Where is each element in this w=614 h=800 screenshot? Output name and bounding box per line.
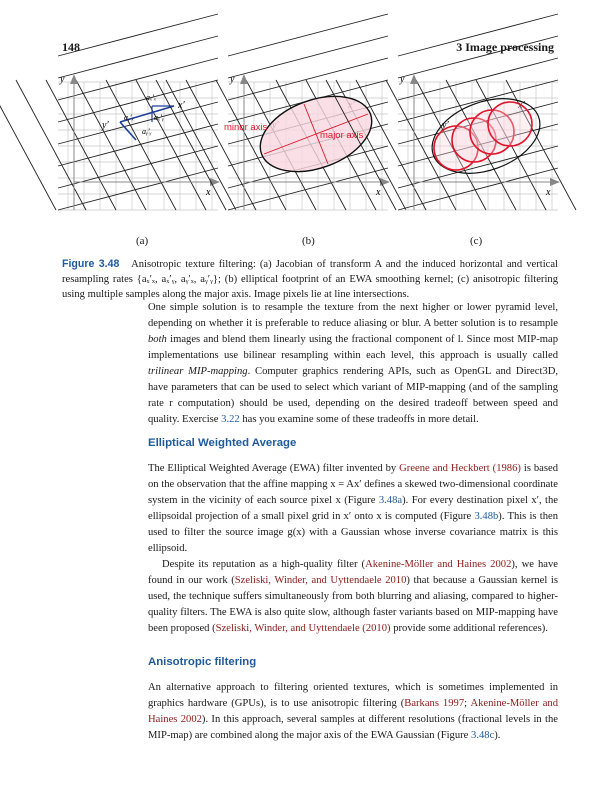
x-axis-arrow <box>210 178 220 186</box>
caption-label: Figure 3.48 <box>62 258 120 270</box>
annotation-axpy: aₓ′ᵧ <box>154 113 164 122</box>
page-number: 148 <box>62 40 80 54</box>
skewed-grid-line <box>398 168 558 210</box>
figure-panel-c <box>394 70 564 220</box>
skewed-grid-line <box>106 80 176 210</box>
x-axis-label: x <box>376 187 381 198</box>
figure-link[interactable]: 3.48b <box>474 511 499 522</box>
citation-link[interactable]: Akenine-Möller and Haines 2002 <box>365 559 512 570</box>
y-axis-label: y <box>400 74 405 85</box>
skewed-grid-line <box>398 58 558 100</box>
x-axis-arrow <box>380 178 390 186</box>
citation-link[interactable]: Szeliski, Winder, and Uyttendaele (2010) <box>215 623 391 634</box>
annotation-aypx: aᵧ′ₓ <box>124 113 134 122</box>
figure-link[interactable]: 3.48a <box>378 495 403 506</box>
skewed-grid-line <box>228 36 388 78</box>
body-paragraph-1: One simple solution is to resample the texture from the next higher or lower pyramid level, depending on whether it is preferable to reduce aliasing or blur. A better solution is to resample both images and blend them linearly using the fractional component of l. Since most MIP-map implementations use bilinear resampling within each level, this approach is usually called trilinear MIP-mapping. Computer graphics rendering APIs, such as OpenGL and Direct3D, have parameters that can be used to select which variant of MIP-mapping (and of the sampling rate r computation) should be used, depending on the desired tradeoff between speed and quality. Exercise 3.22 has you examine some of these tradeoffs in more detail. <box>148 302 558 425</box>
section-heading-anisotropic: Anisotropic filtering <box>148 656 257 668</box>
xprime-axis-label: x′ <box>518 100 525 111</box>
y-axis-label: y <box>60 74 65 85</box>
x-axis-arrow <box>550 178 560 186</box>
yprime-axis-label: y′ <box>442 120 449 131</box>
skewed-grid-line <box>0 80 56 210</box>
caption-text: Anisotropic texture filtering: (a) Jacobian of transform A and the induced horizontal and vertical resampling rates {aₓ′ₓ, aₓ′ᵧ, aᵧ′ₓ, aᵧ′ᵧ}; (b) elliptical footprint of an EWA smoothing kernel; (c) anisotropic filtering using multiple samples along the major axis. Image pixels lie at line intersections. <box>62 259 558 300</box>
skewed-grid-line <box>58 168 218 210</box>
skewed-grid-line <box>16 80 86 210</box>
skewed-grid-line <box>58 14 218 56</box>
citation-link[interactable]: Barkans 1997 <box>404 698 465 709</box>
skewed-grid-line <box>76 80 146 210</box>
skewed-grid-line <box>46 80 116 210</box>
annotation-aypy: aᵧ′ᵧ <box>142 127 152 136</box>
xprime-axis-label: x′ <box>178 100 185 111</box>
minor-axis-label: minor axis <box>224 122 268 133</box>
figure-link[interactable]: 3.48c <box>471 730 495 741</box>
body-paragraph-2: The Elliptical Weighted Average (EWA) filter invented by Greene and Heckbert (1986) is based on the observation that the affine mapping x = Ax′ defines a skewed two-dimensional coordinate system in the vicinity of each source pixel x (Figure 3.48a). For every destination pixel x′, the ellipsoidal projection of a small pixel grid in x′ onto x is computed (Figure 3.48b). This is then used to filter the source image g(x) with a Gaussian whose inverse covariance matrix is this ellipsoid. Despite its reputation as a high-quality filter (Akenine-Möller and Haines 2002), we have found in our work (Szeliski, Winder, and Uyttendaele 2010) that because a Gaussian kernel is used, the technique suffers simultaneously from both blurring and aliasing, compared to higher-quality filters. The EWA is also quite slow, although faster variants based on MIP-mapping have been proposed (Szeliski, Winder, and Uyttendaele (2010) provide some additional references). <box>148 463 559 634</box>
exercise-link[interactable]: 3.22 <box>221 414 240 425</box>
skewed-grid-line <box>228 168 388 210</box>
body-paragraph-4: An alternative approach to filtering oriented textures, which is sometimes implemented in graphics hardware (GPUs), is to use anisotropic filtering (Barkans 1997; Akenine-Möller and Haines 2002). In this approach, several samples at different resolutions (fractional levels in the MIP-map) are combined along the major axis of the EWA Gaussian (Figure 3.48c). <box>148 682 558 741</box>
skewed-grid-line <box>58 80 218 122</box>
y-axis-arrow <box>70 74 78 84</box>
citation-link[interactable]: Greene and Heckbert (1986) <box>399 463 521 474</box>
panel-label-a: (a) <box>136 235 149 247</box>
skewed-grid-line <box>58 58 218 100</box>
y-axis-label: y <box>230 74 235 85</box>
x-axis-label: x <box>206 187 211 198</box>
section-heading-ewa: Elliptical Weighted Average <box>148 437 297 449</box>
skewed-grid-line <box>58 36 218 78</box>
figure-panel-b <box>224 70 394 220</box>
annotation-axpx: aₓ′ₓ <box>146 93 157 102</box>
major-axis-label: major axis <box>320 130 364 141</box>
panel-label-b: (b) <box>302 235 315 247</box>
yprime-axis-label: y′ <box>102 120 109 131</box>
running-head: 3 Image processing <box>456 40 554 54</box>
figure-caption <box>62 257 558 302</box>
panel-label-c: (c) <box>470 235 483 247</box>
figure-panel-a <box>54 70 224 220</box>
sample-circle <box>488 102 532 146</box>
figure-3-48 <box>54 70 564 220</box>
skewed-grid-line <box>58 102 218 144</box>
y-axis-arrow <box>240 74 248 84</box>
y-axis-arrow <box>410 74 418 84</box>
citation-link[interactable]: Szeliski, Winder, and Uyttendaele 2010 <box>234 575 407 586</box>
skewed-grid-line <box>228 14 388 56</box>
x-axis-label: x <box>546 187 551 198</box>
citation-link[interactable]: Akenine-Möller and Haines 2002 <box>148 698 558 725</box>
skewed-grid-line <box>228 58 388 100</box>
